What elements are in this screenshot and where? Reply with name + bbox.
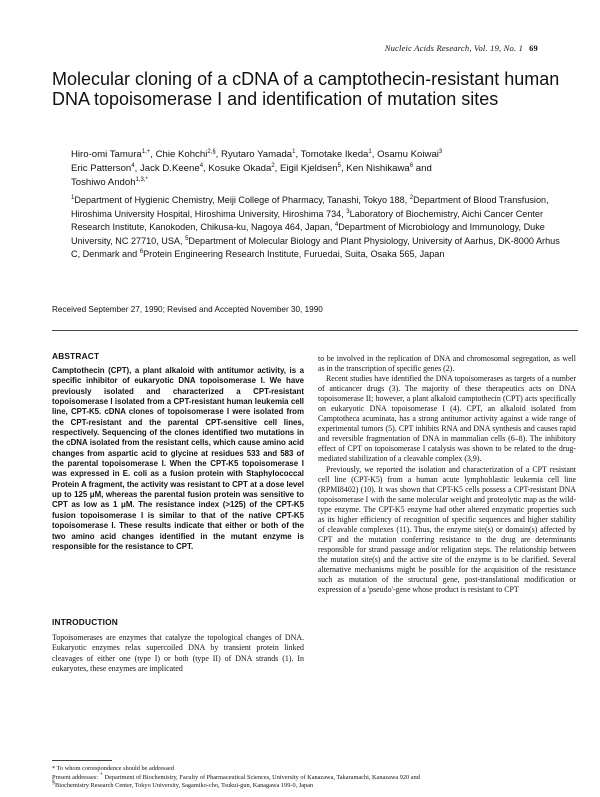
paper-title: Molecular cloning of a cDNA of a camptothecin-resistant human DNA topoisomerase I and identification of mutation sites [52, 69, 560, 109]
introduction-text: Topoisomerases are enzymes that catalyze the topological changes of DNA. Eukaryotic enzymes relax supercoiled DNA by transient protein linked cleavages of either one (type I) or both (type II) of DNA strands (1). In eukaryotes, these enzymes are implicated [52, 633, 304, 674]
author-name: Jack D.Keene [139, 162, 200, 174]
author-affiliation-mark: 5 [337, 162, 341, 169]
abstract-heading: ABSTRACT [52, 351, 100, 361]
footnote-mark: + [99, 771, 103, 778]
author-name: Toshiwo Andoh [71, 176, 136, 188]
author-list [71, 148, 551, 189]
footnote-present-addresses [52, 771, 572, 782]
affiliation-mark: 4 [334, 222, 339, 229]
footnote-text: Department of Biochemistry, Faculty of Pharmaceutical Sciences, University of Kanazawa, Takaramachi, Kanazawa 920 and [102, 774, 420, 781]
received-dates: Received September 27, 1990; Revised and Accepted November 30, 1990 [52, 305, 323, 314]
affiliation-text: Department of Molecular Biology and Plant Physiology, University of Aarhus, DK-8000 Arhus C, Denmark and [71, 235, 560, 260]
footnote-divider [52, 760, 112, 761]
author-name: Eigil Kjeldsen [280, 162, 338, 174]
affiliation-text: Laboratory of Biochemistry, Aichi Cancer Center Research Institute, Kanokoden, Chikusa-ku, Nagoya 464, Japan, [71, 208, 544, 233]
author-name: Tomotake Ikeda [300, 149, 369, 160]
affiliation-mark: 6 [139, 249, 144, 256]
footnote-text: Biochemistry Research Center, Tokyo University, Sagamiko-cho, Tsukui-gun, Kanagawa 199-0, Japan [55, 782, 314, 789]
author-affiliation-mark: 4 [199, 162, 204, 169]
footnote-mark: § [52, 779, 55, 786]
author-name: Eric Patterson [71, 162, 132, 174]
header-divider [52, 330, 578, 331]
author-name: Ken Nishikawa [346, 162, 410, 174]
author-name: Hiro-omi Tamura [71, 149, 142, 160]
author-name: Chie Kohchi [155, 149, 208, 160]
footnote-label: Present addresses: [52, 774, 98, 781]
author-affiliation-mark: 1 [292, 148, 296, 155]
author-name: Ryutaro Yamada [221, 149, 293, 160]
author-affiliation-mark: 1,+ [141, 148, 151, 155]
author-affiliation-mark: 6 [409, 162, 414, 169]
affiliations [71, 194, 561, 262]
affiliation-text: Department of Blood Transfusion, Hiroshima University Hospital, Hiroshima University, Hiroshima 734, [71, 195, 549, 219]
affiliation-text: Department of Microbiology and Immunology, Duke University, NC 27710, USA, [71, 222, 545, 246]
author-name: Osamu Koiwai [377, 149, 439, 160]
abstract-text: Camptothecin (CPT), a plant alkaloid with antitumor activity, is a specific inhibitor of eukaryotic DNA topoisomerase I. We have previously isolated and characterized a CPT-resistant topoisomerase I isolated from a CPT-resistant human leukemia cell line, CPT-K5. cDNA clones of topoisomerase I were isolated from the CPT-resistant and the parental CPT-sensitive cell lines, respectively. Sequencing of the clones identified two mutations in the cDNA isolated from the resistant cells, which cause amino acid changes from aspartic acid to glycine at residues 533 and 583 of the parental topoisomerase I. When the CPT-K5 topoisomerase I was expressed in E. coli as a fusion protein with Staphylococcal Protein A fragment, the activity was resistant to CPT at a dose level up to 125 μM, whereas the parental fusion protein was sensitive to CPT as low as 1 μM. The resistance index (>125) of the CPT-K5 fusion topoisomerase I is similar to that of the native CPT-K5 topoisomerase I. These results indicate that either or both of the two amino acid changes identified in the mutant enzyme is responsible for the resistance to CPT. [52, 366, 304, 551]
introduction-heading: INTRODUCTION [52, 617, 119, 627]
author-affiliation-mark: 1,3,* [135, 176, 148, 183]
author-name: Kosuke Okada [208, 162, 272, 174]
affiliation-mark: 2 [409, 194, 414, 201]
author-affiliation-mark: 4 [131, 162, 135, 169]
author-line: Eric Patterson$^4$, Jack D.Keene$^4$, Kosuke Okada$^2$, Eigil Kjeldsen$^5$, Ken Nishikawa$^6$ and [71, 162, 432, 174]
affiliation-mark: 1 [71, 194, 75, 201]
page-number: 69 [529, 43, 538, 53]
author-affiliation-mark: 2 [271, 162, 275, 169]
author-affiliation-mark: 3 [438, 148, 443, 155]
author-affiliation-mark: 2,§ [207, 148, 216, 155]
affiliation-mark: 3 [346, 208, 350, 215]
author-line: Hiro-omi Tamura$^{1,+}$, Chie Kohchi$^{2,\S}$, Ryutaro Yamada$^1$, Tomotake Ikeda$^1$, Osamu Koiwai$^3$ [71, 148, 443, 160]
footnote-corresponding: * To whom correspondence should be addressed [52, 765, 174, 772]
author-line [71, 176, 551, 190]
affiliation-text: Protein Engineering Research Institute, Furuedai, Suita, Osaka 565, Japan [143, 249, 445, 260]
affiliation-text: Department of Hygienic Chemistry, Meiji College of Pharmacy, Tanashi, Tokyo 188, [74, 195, 410, 205]
journal-citation: Nucleic Acids Research, Vol. 19, No. 1 [384, 43, 524, 53]
right-column [318, 354, 576, 595]
affiliation-mark: 5 [185, 235, 189, 242]
journal-header [385, 43, 538, 53]
author-name: and [415, 162, 432, 174]
footnote-present-addresses-2 [52, 779, 572, 790]
author-affiliation-mark: 1 [368, 148, 372, 155]
paragraph: Recent studies have identified the DNA topoisomerases as targets of a number of anticancer drugs (3). The majority of these therapeutics acts on DNA topoisomerase II; however, a plant alkaloid camptothecin (CPT) acts specifically on eukaryotic DNA topoisomerase I (4). CPT, an alkaloid isolated from Camptotheca acuminata, has a strong antitumor activity against a wide range of experimental tumors (5). CPT inhibits RNA and DNA synthesis and causes rapid and reversible fragmentation of DNA in mammalian cells (6–8). The inhibitory effect of CPT on topoisomerase I catalysis was shown to be related to the drug-mediated stabilization of a cleavable complex (3,9). [318, 374, 576, 464]
paragraph: Previously, we reported the isolation and characterization of a CPT resistant cell line (CPT-K5) from a human acute lymphoblastic leukemia cell line (RPMI8402) (10). It was shown that CPT-K5 cells possess a CPT-resistant DNA topoisomerase I with the same molecular weight and proteolytic map as the wild-type enzyme. The CPT-K5 enzyme had other altered enzymatic properties such as its higher efficiency of recognition of specific sequences and higher stability of cleavable complexes (11). Thus, the enzyme site(s) or domain(s) affected by CPT and the mutation conferring resistance to the drug are determinants responsible for strand passage and/or religation steps. The relationship between the mutation site(s) and the active site of the enzyme is to be clarified. Several alternative mechanisms might be possible for the acquisition of the resistance such as mutation of the structural gene, post-translational modification or expression of a 'pseudo'-gene whose product is resistant to CPT [318, 464, 576, 595]
paragraph: to be involved in the replication of DNA and chromosomal segregation, as well as in the transcription of specific genes (2). [318, 354, 576, 374]
